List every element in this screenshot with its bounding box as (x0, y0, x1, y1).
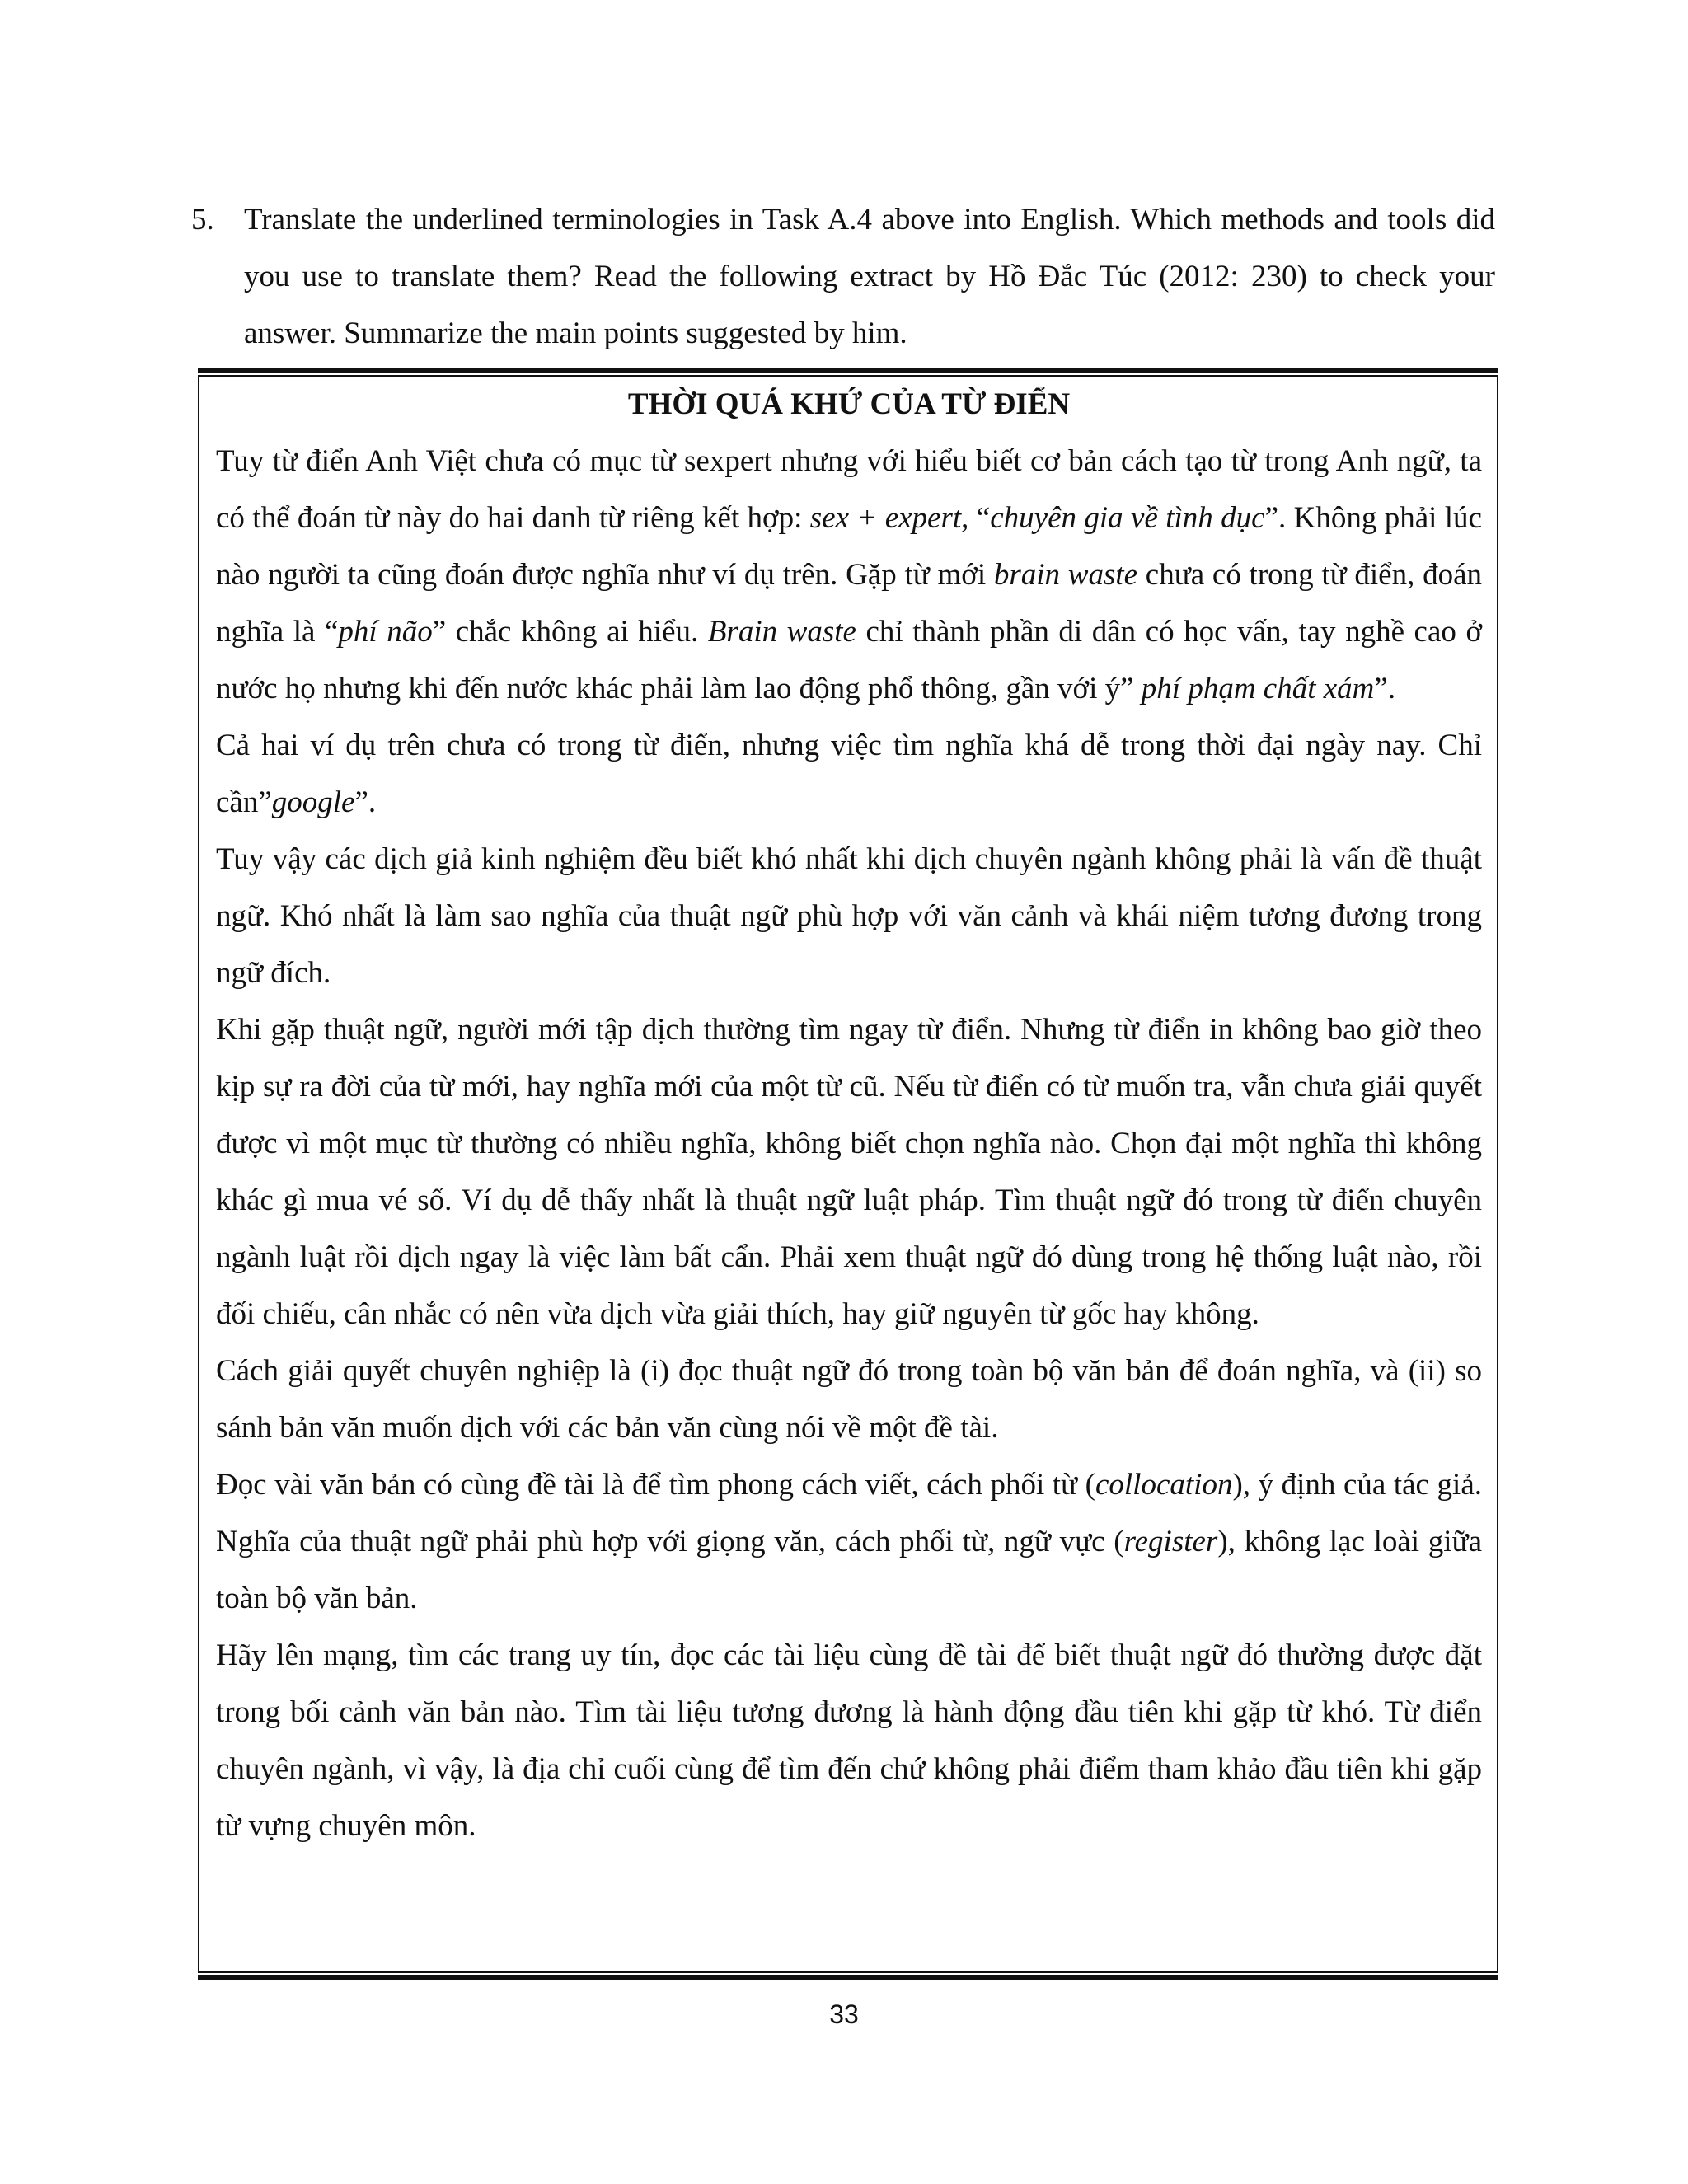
task-text: Translate the underlined terminologies in Task A.4 above into English. Which methods and tools did you use to translate them? Read the following extract by Hồ Đắc Túc (2012: 230) to check your answer. Summarize the main points suggested by him. (244, 203, 1495, 350)
task-item (191, 191, 1495, 362)
paragraph-4: Khi gặp thuật ngữ, người mới tập dịch thường tìm ngay từ điển. Nhưng từ điển in không bao giờ theo kịp sự ra đời của từ mới, hay nghĩa mới của một từ cũ. Nếu từ điển có từ muốn tra, vẫn chưa giải quyết được vì một mục từ thường có nhiều nghĩa, không biết chọn nghĩa nào. Chọn đại một nghĩa thì không khác gì mua vé số. Ví dụ dễ thấy nhất là thuật ngữ luật pháp. Tìm thuật ngữ đó trong từ điển chuyên ngành luật rồi dịch ngay là việc làm bất cẩn. Phải xem thuật ngữ đó dùng trong hệ thống luật nào, rồi đối chiếu, cân nhắc có nên vừa dịch vừa giải thích, hay giữ nguyên từ gốc hay không. (216, 1013, 1482, 1331)
p6-italic-register: register (1123, 1525, 1218, 1558)
p6-text-e: ), không lạc loài giữa toàn bộ văn bản. (216, 1525, 1482, 1615)
box-border-right (1497, 375, 1498, 1973)
p1-italic-phi-nao: phí não (338, 615, 433, 649)
paragraph-5: Cách giải quyết chuyên nghiệp là (i) đọc thuật ngữ đó trong toàn bộ văn bản để đoán nghĩa, và (ii) so sánh bản văn muốn dịch với các bản văn cùng nói về một đề tài. (216, 1354, 1482, 1445)
p2-text-c: ”. (354, 785, 377, 819)
p6-text-a: Đọc vài văn bản có cùng đề tài là để tìm phong cách viết, cách phối từ ( (216, 1468, 1095, 1502)
p6-italic-collocation: collocation (1095, 1468, 1233, 1502)
paragraph-3: Tuy vậy các dịch giả kinh nghiệm đều biết khó nhất khi dịch chuyên ngành không phải là vấn đề thuật ngữ. Khó nhất là làm sao nghĩa của thuật ngữ phù hợp với văn cảnh và khái niệm tương đương trong ngữ đích. (216, 842, 1482, 990)
box-border-bottom (198, 1971, 1498, 1980)
p1-text-i: ” chắc không ai hiểu. (432, 615, 708, 649)
p1-text-c: , “ (961, 501, 991, 535)
p1-italic-sex-expert: sex + expert (809, 501, 962, 535)
p1-italic-brain-waste-2: Brain waste (707, 615, 856, 649)
paragraph-2 (216, 717, 1482, 831)
p2-text-a: Cả hai ví dụ trên chưa có trong từ điển, nhưng việc tìm nghĩa khá dễ trong thời đại ngày nay. Chỉ cần” (216, 729, 1482, 819)
p2-italic-google: google (271, 785, 355, 819)
extract-title: THỜI QUÁ KHỨ CỦA TỪ ĐIỂN (627, 387, 1071, 421)
p1-italic-chuyen-gia: chuyên gia về tình dục (990, 501, 1265, 535)
task-number: 5. (191, 203, 214, 237)
p1-text-m: ”. (1374, 672, 1396, 705)
page-number: 33 (829, 1999, 859, 2029)
paragraph-6 (216, 1456, 1482, 1627)
p1-text-k: chỉ thành phần di dân có học vấn, tay nghề cao ở nước họ nhưng khi đến nước khác phải làm lao động phổ thông, gần với ý” (216, 615, 1483, 705)
p1-text-a: Tuy từ điển Anh Việt chưa có mục từ sexpert nhưng với hiểu biết cơ bản cách tạo từ trong Anh ngữ, ta có thể đoán từ này do hai danh từ riêng kết hợp: (216, 444, 1482, 535)
paragraph-1 (216, 433, 1482, 717)
p1-italic-brain-waste: brain waste (993, 558, 1138, 592)
extract-box (216, 376, 1482, 1854)
p6-text-c: ), ý định của tác giả. Nghĩa của thuật ngữ phải phù hợp với giọng văn, cách phối từ, ngữ vực ( (216, 1468, 1482, 1558)
p1-text-g: chưa có trong từ điển, đoán nghĩa là “ (216, 558, 1482, 649)
paragraph-7: Hãy lên mạng, tìm các trang uy tín, đọc các tài liệu cùng đề tài để biết thuật ngữ đó thường được đặt trong bối cảnh văn bản nào. Tìm tài liệu tương đương là hành động đầu tiên khi gặp từ khó. Từ điển chuyên ngành, vì vậy, là địa chỉ cuối cùng để tìm đến chứ không phải điểm tham khảo đầu tiên khi gặp từ vựng chuyên môn. (216, 1638, 1482, 1843)
p1-italic-phi-pham: phí phạm chất xám (1141, 672, 1375, 705)
box-border-left (198, 375, 199, 1973)
p1-text-e: ”. Không phải lúc nào người ta cũng đoán được nghĩa như ví dụ trên. Gặp từ mới (216, 501, 1482, 592)
